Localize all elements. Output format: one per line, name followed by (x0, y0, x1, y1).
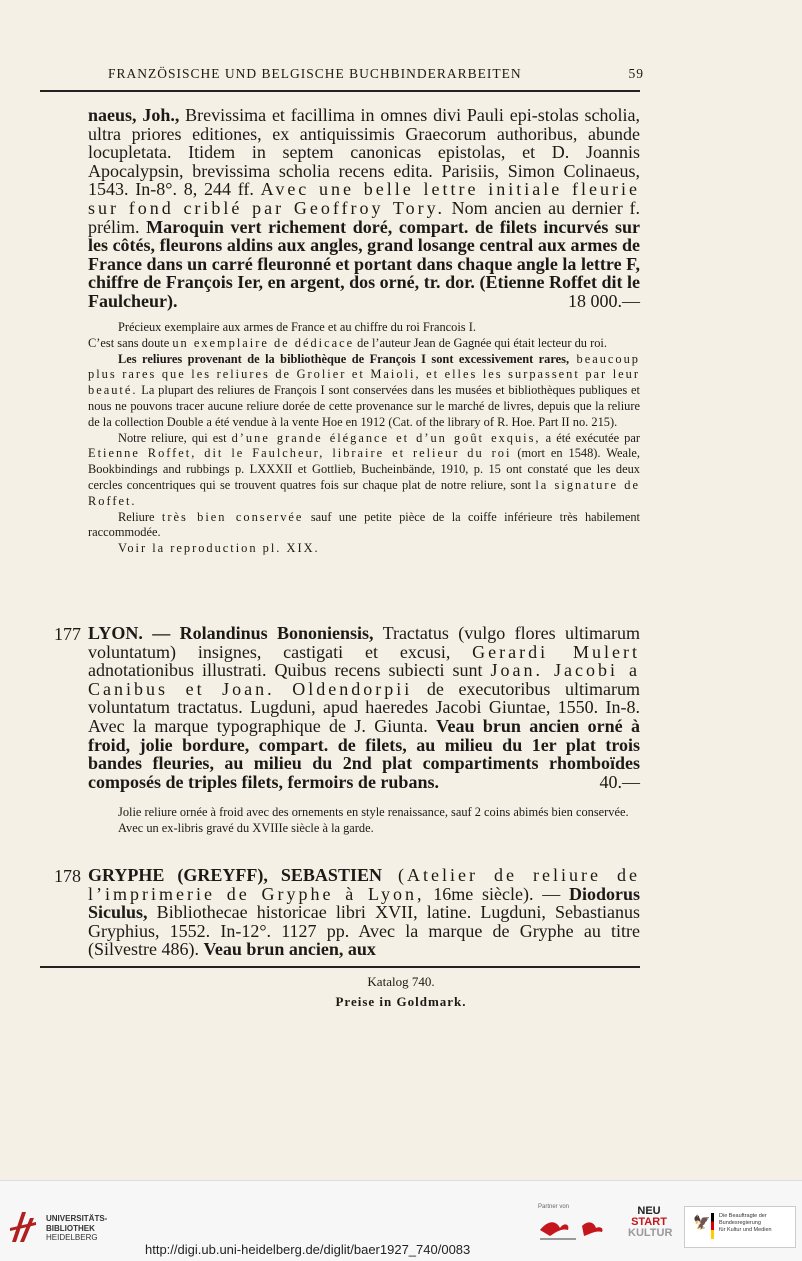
note-spaced: la signature de Roffet. (88, 477, 640, 508)
running-header (88, 66, 644, 86)
note-spaced: beaucoup plus rares que les reliures de Grolier et Maioli, et elles les surpassent par leur beauté. (88, 351, 640, 398)
note-paragraph (88, 510, 640, 542)
entry-177-binding: Veau brun ancien orné à froid, jolie bordure, compart. de filets, au milieu du 1er plat trois bandes fleuries, au milieu du 2nd plat compartiments rhomboïdes composés de triples filets, fermoirs de rubans. (88, 715, 640, 792)
entry-176-body (88, 106, 640, 311)
entry-176-spaced-note: Avec une belle lettre initiale fleurie sur fond criblé par Geoffroy Tory. (88, 179, 640, 218)
note-text: Précieux exemplaire aux armes de France et au chiffre du roi Francois I. (118, 320, 476, 334)
entry-spaced: (Atelier de reliure de l’imprimerie de Gryphe à Lyon, (88, 865, 640, 904)
header-rule (40, 90, 640, 92)
entry-spaced: Gerardi Mulert (472, 641, 640, 662)
note-spaced: très bien conservée (161, 509, 304, 524)
entry-text: adnotationibus illustrati. Quibus recens subiecti sunt (88, 660, 491, 681)
neustart-kultur-logo[interactable] (628, 1205, 673, 1246)
header-title: FRANZÖSISCHE UND BELGISCHE BUCHBINDERARBEITEN (108, 66, 522, 81)
note-paragraph (88, 336, 640, 352)
entry-text: Bibliothecae historicae libri XVII, latine. Lugduni, Sebastianus Gryphius, 1552. In-12°. 1127 pp. Avec la marque de Gryphe au titre (Silvestre 486). (88, 902, 640, 960)
ub-line: HEIDELBERG (46, 1233, 98, 1243)
entry-spaced: Joan. Jacobi a Canibus et Joan. Oldendorpii (88, 660, 641, 699)
page-url-link[interactable]: http://digi.ub.uni-heidelberg.de/diglit/baer1927_740/0083 (145, 1242, 471, 1257)
neustart-word: KULTUR (628, 1227, 673, 1239)
entry-177-author: LYON. — Rolandinus Bononiensis, (88, 623, 374, 643)
entry-bold: Veau brun ancien, aux (203, 939, 376, 960)
prices-note: Preise in Goldmark. (335, 994, 467, 1009)
entry-176-title-text: Brevissima et facillima in omnes divi Pauli epi-stolas scholia, ultra priores editiones, ex antiquissimis Graecorum authoribus, abunde locupletata. Itidem in septem canonicas epistolas, et D. Joannis Apocalypsin, brevissima scholia recens edita. Parisiis, Simon Colinaeus, 1543. In-8°. 8, 244 ff. (88, 105, 641, 200)
note-text: de l’auteur Jean de Gagnée qui était lecteur du roi. (354, 335, 607, 350)
note-paragraph (88, 352, 640, 431)
federal-government-logo[interactable] (684, 1206, 796, 1248)
entry-text: 16me siècle). — (424, 883, 569, 904)
note-text: (mort en 1548). Weale, Bookbindings and rubbings p. LXXXII et Gottlieb, Bucheinbände, 1910, p. 15 ont constaté que les deux cercles concentriques qui se trouvent quatres fois sur chaque plat de notre reliure, sont (88, 446, 640, 492)
entry-178-author: GRYPHE (GREYFF), SEBASTIEN (88, 865, 382, 885)
entry-177-notes (88, 805, 640, 837)
note-text: Reliure (118, 509, 162, 524)
note-paragraph (88, 320, 640, 336)
entry-176-notes (88, 320, 640, 557)
university-library-name[interactable] (46, 1214, 107, 1243)
entry-178-body (88, 866, 640, 959)
note-paragraph (88, 541, 640, 557)
university-library-logo-icon[interactable] (8, 1208, 38, 1244)
entry-176-binding: Maroquin vert richement doré, compart. de filets incurvés sur les côtés, fleurons aldins aux angles, grand losange central aux armes de France dans un carré fleuronné et portant dans chaque angle la lettre F, chiffre de François Ier, en argent, dos orné, tr. dor. (Etienne Roffet dit le Faulcheur). (88, 216, 641, 311)
catalog-number: Katalog 740. (367, 974, 435, 989)
note-text: a été exécutée par (540, 430, 640, 445)
entry-177-body (88, 624, 640, 791)
eagle-icon: 🦅 (693, 1215, 711, 1231)
entry-bold: Diodorus Siculus, (88, 883, 640, 923)
neustart-word: NEU (637, 1205, 661, 1217)
federal-line: Die Beauftragte der Bundesregierung (719, 1213, 767, 1226)
entry-177-number: 177 (54, 624, 81, 644)
note-text: C’est sans doute (88, 335, 173, 350)
entry-176-author: naeus, Joh., (88, 105, 180, 125)
note-spaced: un exemplaire de dédicace (172, 335, 355, 350)
footer-rule (40, 966, 640, 968)
note-spaced: Etienne Roffet, dit le Faulcheur, libraire et relieur du roi (88, 446, 512, 461)
entry-176-price: 18 000.— (568, 290, 640, 311)
note-bold: Les reliures provenant de la bibliothèque de François I sont excessivement rares, (118, 351, 570, 366)
note-reference: Voir la reproduction pl. XIX. (118, 541, 320, 556)
entry-176-provenance: Nom ancien au dernier f. prélim. (88, 197, 640, 237)
ub-line: UNIVERSITÄTS- (46, 1214, 108, 1223)
neustart-word: START (631, 1216, 667, 1228)
partner-label: Partner von (538, 1204, 570, 1210)
partner-logo-icon[interactable] (538, 1216, 608, 1242)
note-text: sauf une petite pièce de la coiffe inférieure très habilement raccommodée. (88, 509, 640, 540)
note-text: La plupart des reliures de François I sont conservées dans les musées et bibliothèques publiques et nous ne pouvons tracer aucune reliure dorée de cette provenance sur le marché de livres, depuis que la reliure de la collection Double a été vendue à la vente Hoe en 1912 (Cat. of the library of R. Hoe. Part II no. 215). (88, 383, 640, 429)
federal-text (719, 1213, 795, 1233)
note-paragraph (88, 431, 640, 510)
page-number: 59 (628, 66, 644, 81)
entry-178-number: 178 (54, 866, 81, 886)
note-paragraph: Jolie reliure ornée à froid avec des ornements en style renaissance, sauf 2 coins abimés bien conservée. (118, 805, 629, 819)
entry-177-price: 40.— (599, 771, 640, 792)
entry-text: Tractatus (vulgo flores ultimarum voluntatum) insignes, castigati et excusi, (88, 623, 640, 662)
entry-text: de executoribus ultimarum voluntatum tractatus. Lugduni, apud haeredes Jacobi Giuntae, 1550. In-8. Avec la marque typographique de J. Giunta. (88, 678, 640, 736)
note-spaced: d’une grande élégance et d’un goût exquis, (231, 430, 541, 445)
note-text: Notre reliure, qui est (118, 430, 232, 445)
federal-line: für Kultur und Medien (719, 1226, 772, 1233)
flag-icon (711, 1213, 714, 1239)
note-paragraph: Avec un ex-libris gravé du XVIIIe siècle à la garde. (118, 820, 374, 835)
ub-line: BIBLIOTHEK (46, 1223, 95, 1233)
